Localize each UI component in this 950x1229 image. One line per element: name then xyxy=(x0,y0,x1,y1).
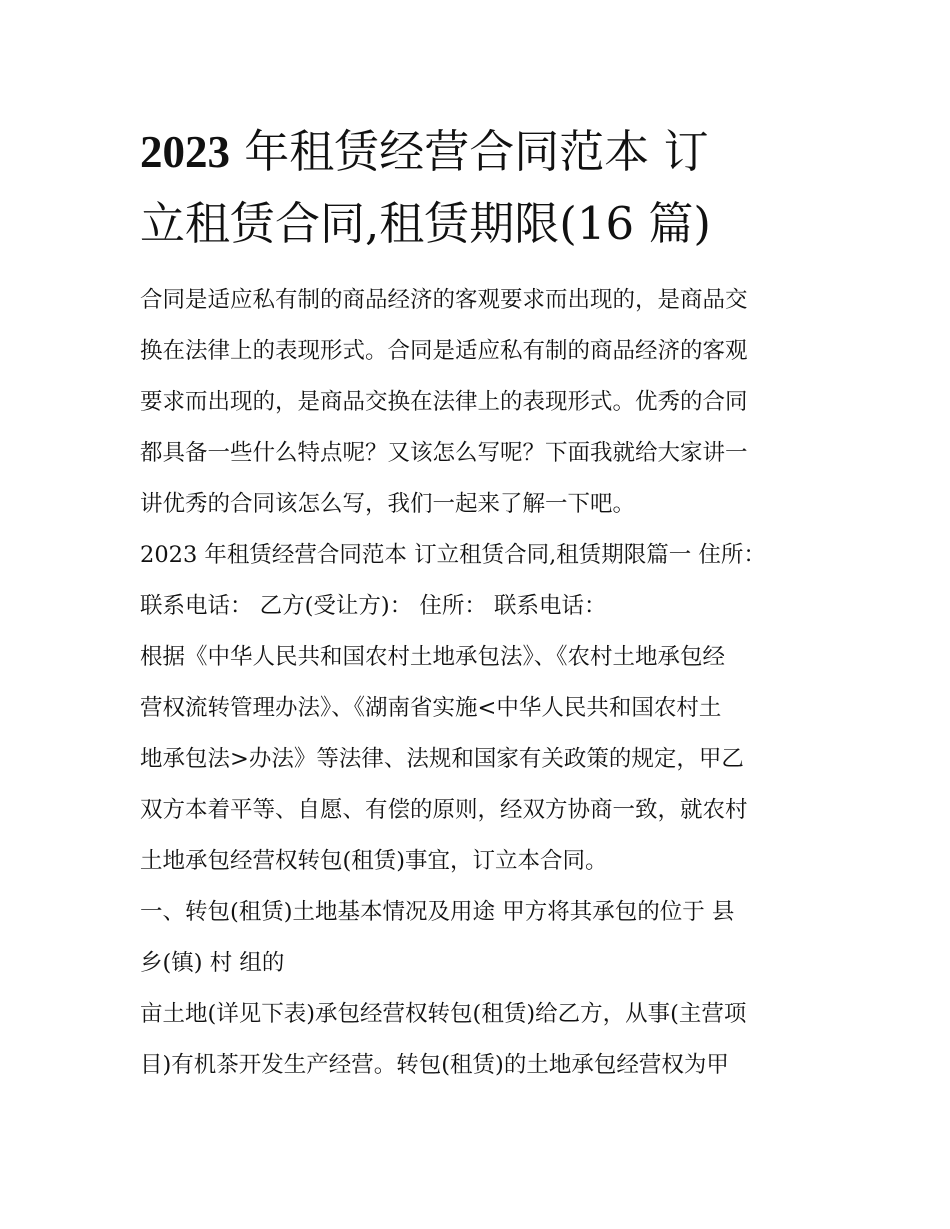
text-line: 要求而出现的，是商品交换在法律上的表现形式。优秀的合同 xyxy=(140,389,748,415)
text-line: 联系电话： 乙方(受让方)： 住所： 联系电话： xyxy=(140,593,607,619)
title-line-2: 立租赁合同,租赁期限(16 篇) xyxy=(140,197,711,250)
text-line: 亩土地(详见下表)承包经营权转包(租赁)给乙方，从事(主营项 xyxy=(140,1001,747,1027)
text-line: 换在法律上的表现形式。合同是适应私有制的商品经济的客观 xyxy=(140,338,748,364)
text-line: 乡(镇) 村 组的 xyxy=(140,950,285,976)
legal-basis-paragraph xyxy=(140,639,820,894)
text-line: 都具备一些什么特点呢？又该怎么写呢？下面我就给大家讲一 xyxy=(140,440,748,466)
section-heading-paragraph xyxy=(140,537,820,639)
text-line: 土地承包经营权转包(租赁)事宜，订立本合同。 xyxy=(140,848,608,874)
text-line: 双方本着平等、自愿、有偿的原则，经双方协商一致，就农村 xyxy=(140,797,748,823)
clause-one-paragraph xyxy=(140,894,820,996)
document-body xyxy=(140,282,820,1098)
text-line: 讲优秀的合同该怎么写，我们一起来了解一下吧。 xyxy=(140,491,636,517)
intro-paragraph xyxy=(140,282,820,537)
text-line: 一、转包(租赁)土地基本情况及用途 甲方将其承包的位于 县 xyxy=(140,899,735,925)
text-line: 根据《中华人民共和国农村土地承包法》、《农村土地承包经 xyxy=(140,644,726,670)
title-line-1-rest: 年租赁经营合同范本 订 xyxy=(230,125,709,178)
document-title xyxy=(140,116,820,260)
text-line: 地承包法>办法》等法律、法规和国家有关政策的规定，甲乙 xyxy=(140,746,744,772)
text-line: 营权流转管理办法》、《湖南省实施<中华人民共和国农村土 xyxy=(140,695,722,721)
land-details-paragraph xyxy=(140,996,820,1098)
title-year: 2023 xyxy=(140,127,230,177)
text-line: 2023 年租赁经营合同范本 订立租赁合同,租赁期限篇一 住所： xyxy=(140,542,766,568)
text-line: 合同是适应私有制的商品经济的客观要求而出现的，是商品交 xyxy=(140,287,748,313)
text-line: 目)有机茶开发生产经营。转包(租赁)的土地承包经营权为甲 xyxy=(140,1052,729,1078)
